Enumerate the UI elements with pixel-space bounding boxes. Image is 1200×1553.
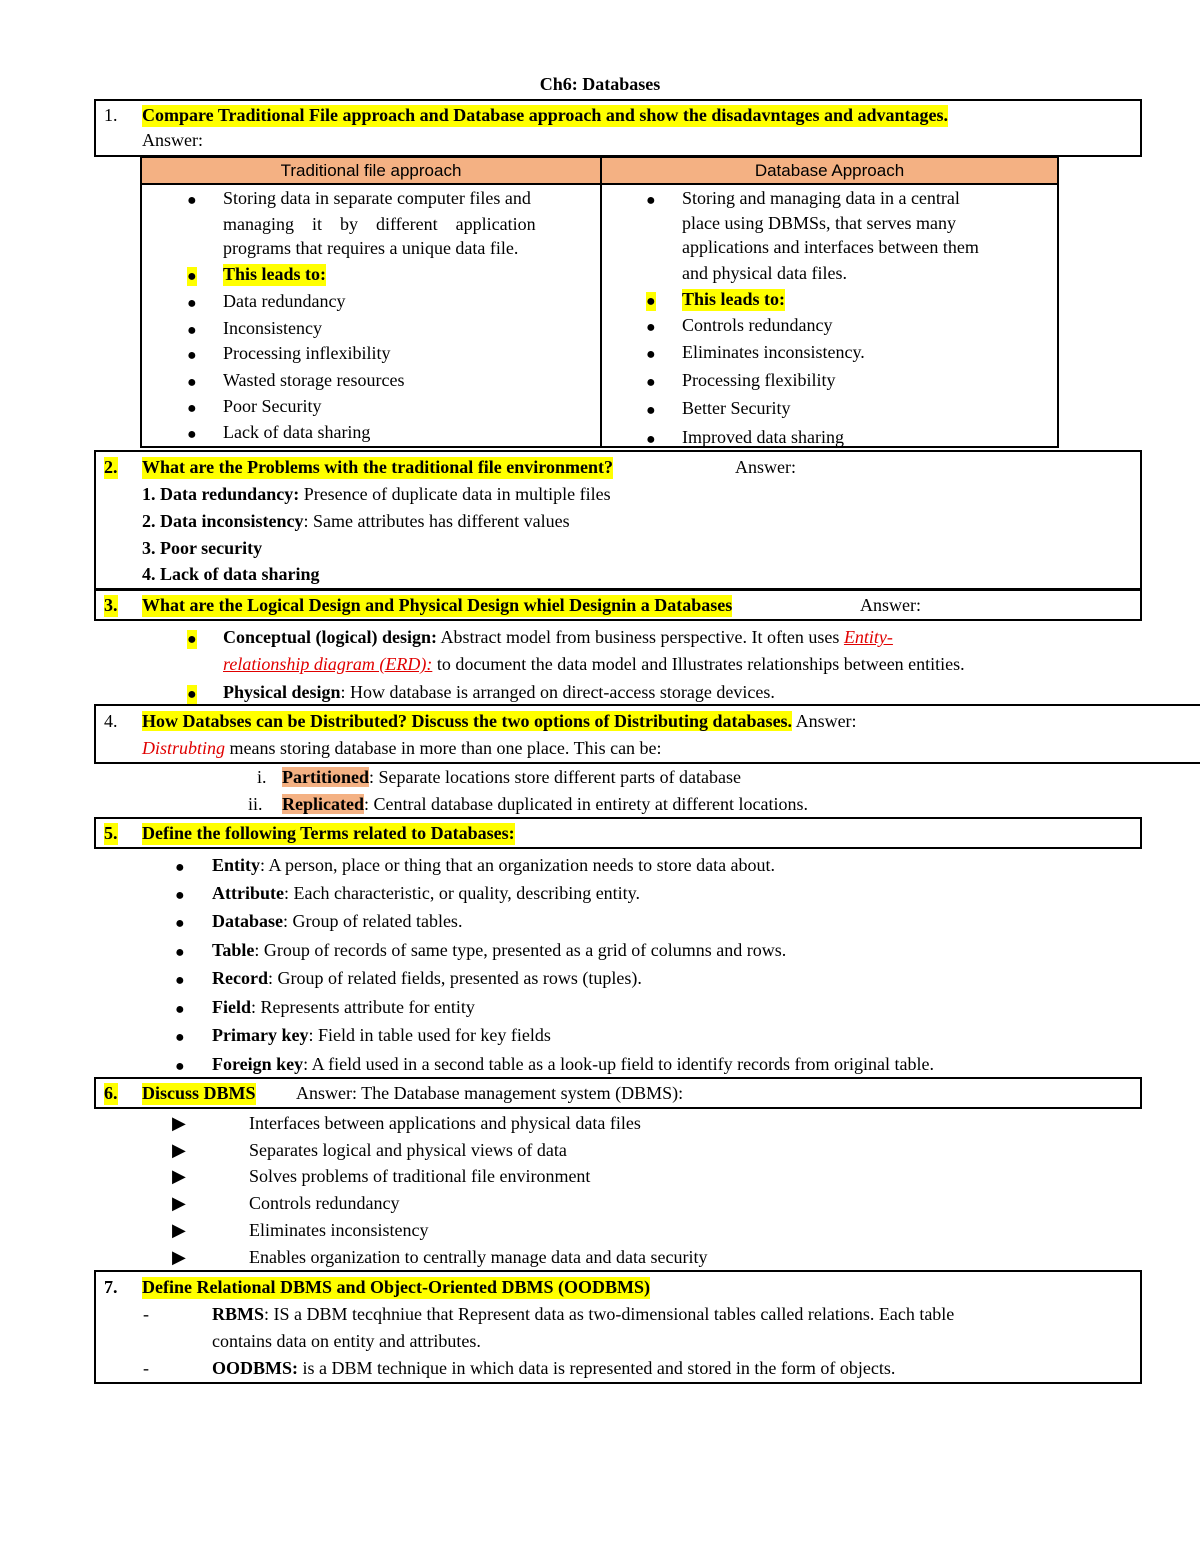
q5-term-label: Record xyxy=(212,968,268,988)
arrow-right-icon: ▶ xyxy=(172,1140,186,1160)
q5-term xyxy=(212,997,475,1019)
q2-item-label: 4. Lack of data sharing xyxy=(142,564,320,584)
bullet-icon: ● xyxy=(175,1001,185,1018)
q7-rbms-cont: contains data on entity and attributes. xyxy=(212,1331,481,1351)
q3-physical-text: : How database is arranged on direct-access storage devices. xyxy=(340,682,775,702)
q4-opt2-label: Replicated xyxy=(282,794,364,814)
q6-item: Enables organization to centrally manage data and data security xyxy=(249,1247,708,1267)
left-item: Inconsistency xyxy=(223,318,322,338)
q5-term-label: Table xyxy=(212,940,255,960)
q2-item xyxy=(142,484,611,506)
q6-item: Solves problems of traditional file environment xyxy=(249,1166,591,1186)
q2-item-text: Presence of duplicate data in multiple files xyxy=(299,484,611,504)
q5-term-text: : Each characteristic, or quality, describing entity. xyxy=(283,883,641,903)
bullet-icon: ● xyxy=(646,346,656,363)
q7-oodbms-text: is a DBM technique in which data is represented and stored in the form of objects. xyxy=(298,1358,896,1378)
q4-opt2 xyxy=(282,794,808,816)
bullet-icon: ● xyxy=(175,915,185,932)
arrow-right-icon: ▶ xyxy=(172,1193,186,1213)
q6-number: 6. xyxy=(104,1083,118,1103)
q5-term-text: : Field in table used for key fields xyxy=(308,1025,551,1045)
q3-erd-term: Entity- xyxy=(843,627,893,647)
q4-answer-label: Answer: xyxy=(792,711,857,731)
q5-term-label: Primary key xyxy=(212,1025,309,1045)
bullet-icon: ● xyxy=(175,972,185,989)
q4-question-line xyxy=(142,711,857,733)
q6-answer: Answer: The Database management system (DBMS): xyxy=(296,1083,684,1103)
right-desc-line: applications and interfaces between them xyxy=(682,237,979,257)
bullet-icon: ● xyxy=(175,1058,185,1075)
right-desc-line: place using DBMSs, that serves many xyxy=(682,213,956,233)
q4-desc xyxy=(142,738,662,760)
q6-question: Discuss DBMS xyxy=(142,1083,256,1103)
bullet-icon: ● xyxy=(646,293,656,310)
left-desc-line: Storing data in separate computer files and xyxy=(223,188,531,208)
q5-term xyxy=(212,911,462,933)
left-desc-line: programs that requires a unique data file. xyxy=(223,238,519,258)
q5-term-label: Database xyxy=(212,911,283,931)
bullet-icon: ● xyxy=(187,374,197,391)
q4-opt1-text: : Separate locations store different parts of database xyxy=(369,767,742,787)
q5-term-text: : Represents attribute for entity xyxy=(251,997,475,1017)
q2-item-label: 3. Poor security xyxy=(142,538,263,558)
arrow-right-icon: ▶ xyxy=(172,1113,186,1133)
q5-term xyxy=(212,968,642,990)
bullet-icon: ● xyxy=(187,192,197,209)
q5-term-text: : A field used in a second table as a look-up field to identify records from original table. xyxy=(303,1054,934,1074)
q5-term-text: : A person, place or thing that an organization needs to store data about. xyxy=(260,855,776,875)
right-item: Improved data sharing xyxy=(682,427,844,447)
q5-term xyxy=(212,1025,551,1047)
q2-item-text: : Same attributes has different values xyxy=(303,511,570,531)
left-item: Wasted storage resources xyxy=(223,370,405,390)
q2-item xyxy=(142,538,262,560)
bullet-icon: ● xyxy=(646,319,656,336)
bullet-icon: ● xyxy=(175,944,185,961)
q7-dash: - xyxy=(143,1304,149,1324)
right-item: Processing flexibility xyxy=(682,370,836,390)
bullet-icon: ● xyxy=(187,426,197,443)
q5-number: 5. xyxy=(104,823,118,843)
q4-opt2-text: : Central database duplicated in entirety at different locations. xyxy=(363,794,808,814)
page-title: Ch6: Databases xyxy=(539,74,661,94)
q4-opt1-number: i. xyxy=(257,767,267,787)
q3-erd-term: relationship diagram (ERD): xyxy=(223,654,433,674)
q5-term-text: : Group of related fields, presented as rows (tuples). xyxy=(267,968,642,988)
bullet-icon: ● xyxy=(187,686,197,703)
bullet-icon: ● xyxy=(646,374,656,391)
q4-opt1 xyxy=(282,767,741,789)
bullet-icon: ● xyxy=(175,887,185,904)
bullet-icon: ● xyxy=(646,431,656,448)
q5-term-text: : Group of related tables. xyxy=(283,911,463,931)
q6-item: Controls redundancy xyxy=(249,1193,400,1213)
q5-term xyxy=(212,855,775,877)
q3-physical xyxy=(223,682,775,704)
q6-item: Separates logical and physical views of data xyxy=(249,1140,567,1160)
bullet-icon: ● xyxy=(187,631,197,648)
q3-number: 3. xyxy=(104,595,118,615)
q5-term xyxy=(212,940,786,962)
q2-number: 2. xyxy=(104,457,118,477)
arrow-right-icon: ▶ xyxy=(172,1166,186,1186)
q4-opt2-number: ii. xyxy=(248,794,263,814)
q2-item xyxy=(142,511,570,533)
right-item: Better Security xyxy=(682,398,791,418)
bullet-icon: ● xyxy=(646,192,656,209)
q7-oodbms-label: OODBMS: xyxy=(212,1358,299,1378)
q5-term-label: Field xyxy=(212,997,251,1017)
q2-question: What are the Problems with the traditional file environment? xyxy=(142,457,613,477)
q5-term xyxy=(212,883,640,905)
left-item: Poor Security xyxy=(223,396,322,416)
bullet-icon: ● xyxy=(187,295,197,312)
left-item: Lack of data sharing xyxy=(223,422,371,442)
q7-number: 7. xyxy=(104,1277,118,1297)
q3-conceptual-text2: to document the data model and Illustrates relationships between entities. xyxy=(432,654,965,674)
bullet-icon: ● xyxy=(187,400,197,417)
q3-conceptual-cont xyxy=(223,654,965,676)
q5-term xyxy=(212,1054,934,1076)
q7-rbms xyxy=(212,1304,954,1326)
left-desc-line: managing it by different application xyxy=(223,214,536,234)
q2-item xyxy=(142,564,320,586)
q3-conceptual-text: Abstract model from business perspective. It often uses xyxy=(437,627,844,647)
q7-rbms-label: RBMS xyxy=(212,1304,265,1324)
q3-physical-label: Physical design xyxy=(223,682,341,702)
right-item: Eliminates inconsistency. xyxy=(682,342,865,362)
bullet-icon: ● xyxy=(187,322,197,339)
q7-question: Define Relational DBMS and Object-Oriented DBMS (OODBMS) xyxy=(142,1277,650,1297)
left-item: Processing inflexibility xyxy=(223,343,391,363)
q4-red-word: Distrubting xyxy=(142,738,226,758)
q3-question: What are the Logical Design and Physical Design whiel Designin a Databases xyxy=(142,595,733,615)
bullet-icon: ● xyxy=(175,859,185,876)
q6-item: Eliminates inconsistency xyxy=(249,1220,429,1240)
right-desc-line: Storing and managing data in a central xyxy=(682,188,960,208)
bullet-icon: ● xyxy=(646,402,656,419)
q2-item-label: 2. Data inconsistency xyxy=(142,511,304,531)
q4-opt1-label: Partitioned xyxy=(282,767,369,787)
q5-term-label: Foreign key xyxy=(212,1054,304,1074)
left-item: Data redundancy xyxy=(223,291,346,311)
q5-term-text: : Group of records of same type, presented as a grid of columns and rows. xyxy=(254,940,787,960)
left-leads-label: This leads to: xyxy=(223,264,327,284)
left-header: Traditional file approach xyxy=(142,158,600,185)
q4-desc-text: means storing database in more than one place. This can be: xyxy=(225,738,662,758)
right-desc-line: and physical data files. xyxy=(682,263,847,283)
bullet-icon: ● xyxy=(187,268,197,285)
q4-question: How Databses can be Distributed? Discuss the two options of Distributing databases. xyxy=(142,711,793,731)
q3-conceptual-label2: (logical) design: xyxy=(311,627,438,647)
bullet-icon: ● xyxy=(175,1029,185,1046)
right-leads-label: This leads to: xyxy=(682,289,786,309)
q3-conceptual-label: Conceptual xyxy=(223,627,312,647)
arrow-right-icon: ▶ xyxy=(172,1220,186,1240)
q1-question: Compare Traditional File approach and Database approach and show the disadavntages and advantages. xyxy=(142,105,948,125)
q4-number: 4. xyxy=(104,711,118,731)
q2-item-label: 1. Data redundancy: xyxy=(142,484,300,504)
q7-rbms-text: : IS a DBM tecqhniue that Represent data as two-dimensional tables called relations. Each table xyxy=(264,1304,955,1324)
right-header: Database Approach xyxy=(602,158,1057,185)
q3-conceptual xyxy=(223,627,893,649)
q7-oodbms xyxy=(212,1358,895,1380)
table-divider xyxy=(600,158,602,446)
q1-answer-label: Answer: xyxy=(142,130,203,150)
q5-question: Define the following Terms related to Databases: xyxy=(142,823,515,843)
right-item: Controls redundancy xyxy=(682,315,833,335)
arrow-right-icon: ▶ xyxy=(172,1247,186,1267)
q7-dash: - xyxy=(143,1358,149,1378)
q3-answer-label: Answer: xyxy=(860,595,921,615)
bullet-icon: ● xyxy=(187,347,197,364)
q5-term-label: Attribute xyxy=(212,883,284,903)
q6-item: Interfaces between applications and physical data files xyxy=(249,1113,641,1133)
q5-term-label: Entity xyxy=(212,855,261,875)
q2-answer-label: Answer: xyxy=(735,457,796,477)
q1-number: 1. xyxy=(104,105,118,125)
